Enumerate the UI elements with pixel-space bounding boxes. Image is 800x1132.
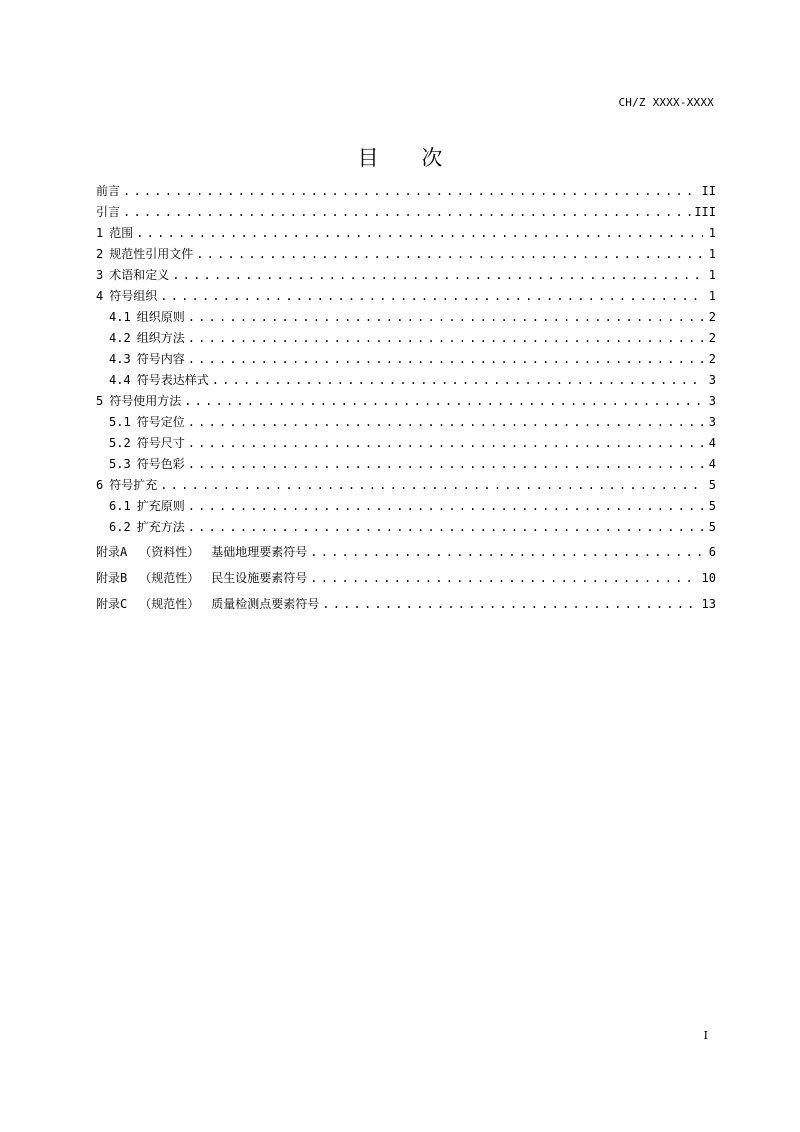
toc-entry-number: 3 [96,268,104,282]
toc-entry-3[interactable] [96,265,716,286]
toc-entry-number: 5 [96,394,104,408]
toc-entry-label: 质量检测点要素符号 [211,597,320,611]
toc-entry-4-1[interactable] [96,307,716,328]
toc-entry-4[interactable] [96,286,716,307]
toc-leader [160,475,703,496]
toc-entry-label: 符号定位 [136,415,185,429]
toc-entry-label: 符号表达样式 [136,373,209,387]
toc-entry-page: 2 [708,310,716,324]
toc-entry-page: 10 [701,571,716,585]
toc-entry-number: 6.2 [109,520,131,534]
toc-entry-6-1[interactable] [96,496,716,517]
table-of-contents [96,181,716,617]
toc-leader [188,433,703,454]
toc-entry-1[interactable] [96,223,716,244]
toc-leader [136,223,703,244]
toc-entry-page: 5 [708,499,716,513]
toc-leader [123,181,699,202]
standard-code: CH/Z XXXX-XXXX [618,96,714,109]
toc-entry-4-4[interactable] [96,370,716,391]
toc-entry-number: 4.4 [109,373,131,387]
toc-entry-page: 6 [708,545,716,559]
toc-entry-page: 3 [708,415,716,429]
toc-entry-number: 6 [96,478,104,492]
toc-entry-appendix-a[interactable] [96,539,716,565]
toc-entry-page: 1 [708,247,716,261]
toc-entry-appendix-c[interactable] [96,591,716,617]
toc-entry-label: 引言 [96,205,121,219]
toc-entry-label: 符号尺寸 [136,436,185,450]
toc-entry-page: III [694,205,716,219]
toc-entry-page: 4 [708,436,716,450]
toc-entry-number: 4.1 [109,310,131,324]
toc-leader [184,391,703,412]
toc-entry-label: 前言 [96,184,121,198]
toc-entry-label: 基础地理要素符号 [211,545,308,559]
toc-entry-page: 3 [708,373,716,387]
toc-leader [196,244,703,265]
toc-entry-label: 扩充原则 [136,499,185,513]
toc-entry-label: 符号使用方法 [109,394,182,408]
toc-entry-tag: （规范性） [139,571,200,585]
toc-leader [188,307,703,328]
toc-entry-label: 符号内容 [136,352,185,366]
toc-entry-number: 附录A [96,545,128,559]
toc-entry-page: 5 [708,478,716,492]
toc-entry-label: 组织方法 [136,331,185,345]
toc-entry-number: 1 [96,226,104,240]
toc-entry-5-1[interactable] [96,412,716,433]
toc-entry-label: 规范性引用文件 [109,247,194,261]
toc-entry-4-2[interactable] [96,328,716,349]
toc-leader [172,265,703,286]
toc-entry-2[interactable] [96,244,716,265]
toc-leader [188,496,703,517]
toc-entry-5-2[interactable] [96,433,716,454]
toc-entry-appendix-b[interactable] [96,565,716,591]
toc-entry-5-3[interactable] [96,454,716,475]
toc-entry-page: 2 [708,352,716,366]
toc-entry-4-3[interactable] [96,349,716,370]
toc-leader [123,202,691,223]
toc-entry-number: 附录C [96,597,128,611]
toc-leader [310,539,703,565]
toc-entry-number: 2 [96,247,104,261]
page-title: 目 次 [357,146,461,170]
toc-entry-introduction[interactable] [96,202,716,223]
toc-entry-6[interactable] [96,475,716,496]
toc-entry-number: 5.3 [109,457,131,471]
toc-leader [188,517,703,538]
toc-entry-page: 1 [708,226,716,240]
toc-leader [188,349,703,370]
toc-entry-number: 5.2 [109,436,131,450]
toc-entry-number: 附录B [96,571,128,585]
toc-entry-5[interactable] [96,391,716,412]
toc-entry-label: 符号色彩 [136,457,185,471]
toc-entry-page: 1 [708,289,716,303]
toc-entry-tag: （资料性） [139,545,200,559]
toc-entry-label: 符号扩充 [109,478,158,492]
toc-entry-page: 4 [708,457,716,471]
toc-entry-label: 术语和定义 [109,268,170,282]
toc-entry-page: 2 [708,331,716,345]
toc-entry-label: 民生设施要素符号 [211,571,308,585]
toc-entry-page: II [701,184,716,198]
toc-entry-page: 13 [701,597,716,611]
toc-entry-tag: （规范性） [139,597,200,611]
toc-entry-page: 3 [708,394,716,408]
toc-entry-label: 扩充方法 [136,520,185,534]
toc-entry-label: 组织原则 [136,310,185,324]
toc-leader [160,286,703,307]
toc-entry-number: 4.3 [109,352,131,366]
toc-leader [310,565,698,591]
toc-leader [188,454,703,475]
toc-entry-label: 符号组织 [109,289,158,303]
toc-entry-number: 6.1 [109,499,131,513]
toc-leader [188,412,703,433]
toc-leader [322,591,698,617]
toc-entry-number: 5.1 [109,415,131,429]
toc-entry-number: 4.2 [109,331,131,345]
page-number: I [703,1029,708,1042]
toc-entry-page: 1 [708,268,716,282]
toc-entry-foreword[interactable] [96,181,716,202]
toc-entry-page: 5 [708,520,716,534]
toc-leader [188,328,703,349]
toc-entry-label: 范围 [109,226,134,240]
toc-entry-6-2[interactable] [96,517,716,538]
toc-entry-number: 4 [96,289,104,303]
toc-leader [212,370,703,391]
